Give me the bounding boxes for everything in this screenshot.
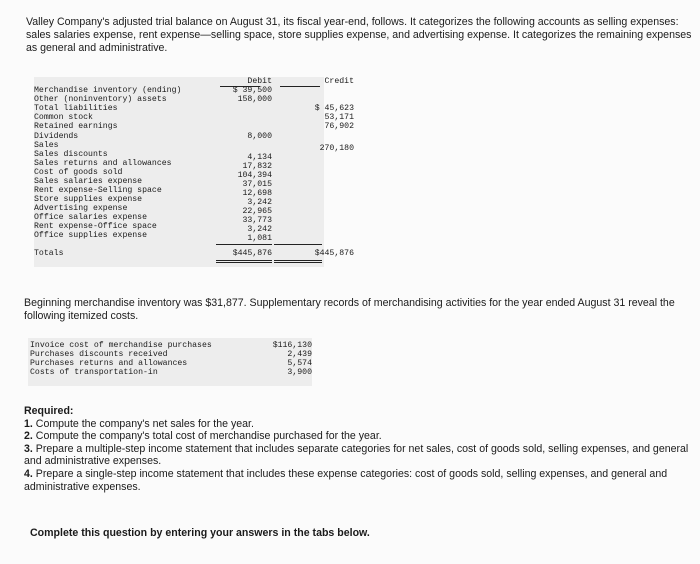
table-row: Invoice cost of merchandise purchases $116,130 xyxy=(30,341,312,350)
table-row: Sales 270,180 xyxy=(34,141,354,153)
totals-label: Totals xyxy=(34,249,64,258)
table-row: Sales salaries expense 37,015 xyxy=(34,177,272,189)
table-row: Common stock 53,171 xyxy=(34,113,354,122)
required-item-2: 2. Compute the company's total cost of merchandise purchased for the year. xyxy=(24,430,382,443)
required-item-3: 3. Prepare a multiple-step income statement that includes separate categories for net sales, cost of goods sold, selling expenses, and general and administrative expenses. xyxy=(24,442,689,468)
table-row: Purchases returns and allowances 5,574 xyxy=(30,359,312,368)
table-row: Merchandise inventory (ending) $ 39,500 xyxy=(34,86,272,95)
table-row: Office supplies expense 1,081 xyxy=(34,231,272,243)
table-row: Other (noninventory) assets 158,000 xyxy=(34,95,272,104)
table-row: Store supplies expense 3,242 xyxy=(34,195,272,207)
table-row: Retained earnings 76,902 xyxy=(34,122,354,131)
table-row: Office salaries expense 33,773 xyxy=(34,213,272,225)
problem-intro: Valley Company's adjusted trial balance on August 31, its fiscal year-end, follows. It categorizes the following accounts as selling expenses: sales salaries expense, rent expense—selling space, store supplies expense, and advertising expense. It categorizes the remaining expenses as general and administrative. xyxy=(26,16,692,54)
required-section xyxy=(24,405,698,493)
required-item-4: 4. Prepare a single-step income statement that includes these expense categories: cost of goods sold, selling expenses, and general and administrative expenses. xyxy=(24,467,668,493)
complete-instruction: Complete this question by entering your answers in the tabs below. xyxy=(30,527,370,539)
trial-balance-header xyxy=(34,77,354,86)
beginning-inventory-text: Beginning merchandise inventory was $31,877. Supplementary records of merchandising activities for the year ended August 31 reveal the following itemized costs. xyxy=(24,297,675,322)
totals-row xyxy=(34,249,354,258)
totals-debit: $445,876 xyxy=(232,249,272,258)
table-row: Advertising expense 22,965 xyxy=(34,204,272,216)
table-row: Total liabilities $ 45,623 xyxy=(34,104,354,113)
totals-credit: $445,876 xyxy=(314,249,354,258)
table-row: Sales returns and allowances 17,832 xyxy=(34,159,272,171)
debit-header: Debit xyxy=(247,77,272,86)
table-row: Costs of transportation-in 3,900 xyxy=(30,368,312,377)
required-heading: Required: xyxy=(24,405,74,417)
required-item-1: 1. Compute the company's net sales for the year. xyxy=(24,417,254,430)
table-row: Rent expense-Office space 3,242 xyxy=(34,222,272,234)
table-row: Dividends 8,000 xyxy=(34,132,272,141)
purchases-table xyxy=(28,338,312,386)
trial-balance-table xyxy=(34,77,354,267)
table-row: Sales discounts 4,134 xyxy=(34,150,272,162)
credit-header: Credit xyxy=(324,77,354,86)
table-row: Cost of goods sold 104,394 xyxy=(34,168,272,180)
table-row: Rent expense-Selling space 12,698 xyxy=(34,186,272,198)
table-row: Purchases discounts received 2,439 xyxy=(30,350,312,359)
